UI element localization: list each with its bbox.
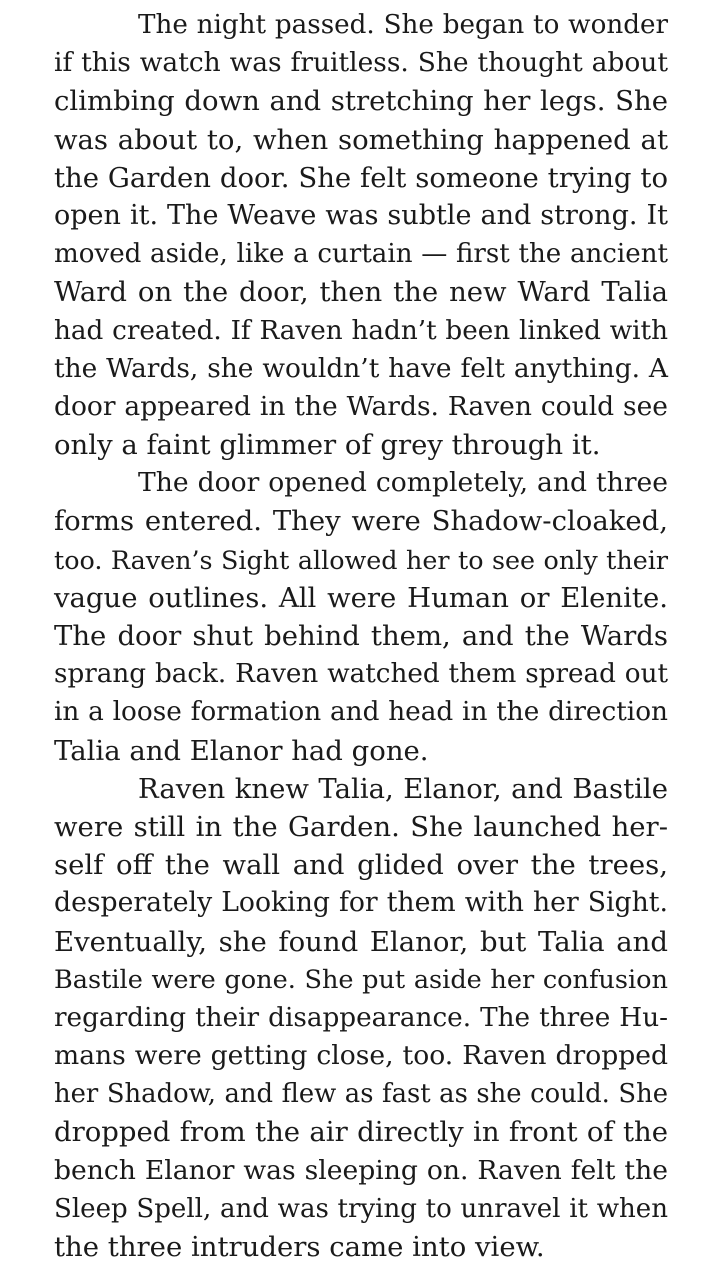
text-line: her Shadow, and flew as fast as she could. She [54,1079,668,1110]
text-line: The door shut behind them, and the Wards [54,620,668,652]
paragraph-1 [54,6,668,464]
text-line: Raven knew Talia, Elanor, and Bastile [138,772,668,805]
book-page [54,6,668,1266]
text-line: if this watch was fruitless. She thought about [54,47,668,79]
text-line: the Garden door. She felt someone trying to [54,161,668,194]
text-line: only a faint glimmer of grey through it. [54,429,601,462]
text-line: sprang back. Raven watched them spread out [54,659,668,690]
text-line: Ward on the door, then the new Ward Talia [54,276,668,309]
text-line: vague outlines. All were Human or Elenite. [54,581,668,614]
paragraph-3 [54,770,668,1266]
text-line: Bastile were gone. She put aside her confusion [54,964,668,995]
text-line: the three intruders came into view. [54,1231,545,1263]
text-line: open it. The Weave was subtle and strong. It [54,199,668,231]
text-line: Sleep Spell, and was trying to unravel it when [54,1193,668,1224]
text-line: mans were getting close, too. Raven dropped [54,1040,668,1072]
text-line: Eventually, she found Elanor, but Talia and [54,925,668,958]
text-line: door appeared in the Wards. Raven could see [54,390,668,422]
text-line: self off the wall and glided over the trees, [54,849,668,882]
text-line: had created. If Raven hadn’t been linked with [54,315,668,346]
text-line: regarding their disappearance. The three Hu- [54,1002,668,1033]
text-line: The door opened completely, and three [138,467,668,499]
text-line: Talia and Elanor had gone. [54,734,429,767]
text-line: the Wards, she wouldn’t have felt anything. A [54,352,668,384]
text-line: dropped from the air directly in front of the [54,1116,668,1149]
text-line: were still in the Garden. She launched her- [54,810,668,843]
text-line: in a loose formation and head in the direction [54,697,668,728]
text-line: forms entered. They were Shadow-cloaked, [54,505,668,538]
text-line: moved aside, like a curtain — first the ancient [54,239,668,270]
text-line: was about to, when something happened at [54,123,668,156]
text-line: desperately Looking for them with her Sight. [54,887,668,919]
text-line: The night passed. She began to wonder [138,10,668,40]
text-line: too. Raven’s Sight allowed her to see only their [54,544,668,575]
text-line: bench Elanor was sleeping on. Raven felt the [54,1154,668,1186]
text-line: climbing down and stretching her legs. She [54,85,668,118]
paragraph-2 [54,464,668,770]
